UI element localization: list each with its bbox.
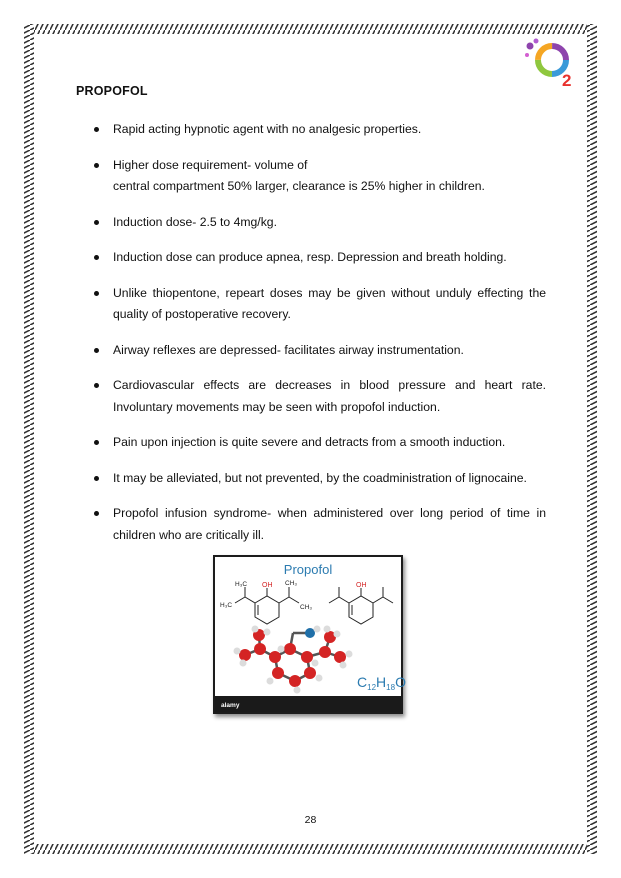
bullet-text: Higher dose requirement- volume of [113,157,308,172]
h3c-top-label: H₃C [235,581,248,588]
bullet-list [94,119,546,546]
ch3-top-label: CH₃ [285,580,298,587]
bullet-text: Rapid acting hypnotic agent with no analgesic properties. [113,122,422,136]
skeletal-formula-right [329,587,393,624]
bullet-text: Pain upon injection is quite severe and detracts from a smooth induction. [113,435,506,449]
bullet-item [94,432,546,454]
bullet-text: Induction dose can produce apnea, resp. Depression and breath holding. [113,250,507,264]
o2-logo [522,36,580,88]
bullet-text: Induction dose- 2.5 to 4mg/kg. [113,214,277,229]
bullet-text: It may be alleviated, but not prevented, by the coadministration of lignocaine. [113,470,527,485]
bullet-item [94,468,546,490]
h3c-left-label: H₃C [220,602,233,609]
propofol-structure-image [213,555,406,714]
bullet-text: Airway reflexes are depressed- facilitates airway instrumentation. [113,342,464,357]
page-heading: PROPOFOL [76,84,148,98]
molecular-formula: $C_{12}H_{18}O$ [357,674,406,692]
bullet-item [94,212,546,234]
bullet-text: Cardiovascular effects are decreases in blood pressure and heart rate. Involuntary movements may be seen with propofol induction. [113,378,546,414]
figure-title: Propofol [283,562,333,577]
bullet-text: central compartment 50% larger, clearance is 25% higher in children. [113,179,485,193]
ch3-right-label: CH₃ [300,604,313,611]
bullet-item [94,247,546,269]
logo-subscript: 2 [562,71,572,90]
figure-footer-brand: alamy [221,702,240,709]
bullet-item [94,340,546,362]
figure-footer [215,696,401,712]
page-number: 28 [304,814,317,826]
bullet-text: Propofol infusion syndrome- when administered over long period of time in children who are critically ill. [113,506,546,542]
bullet-item [94,119,546,141]
bullet-item [94,283,546,326]
bullet-item [94,503,546,546]
bullet-item [94,155,546,198]
oh-label-left: OH [262,582,273,589]
bullet-text: Unlike thiopentone, repeart doses may be given without unduly effecting the quality of postoperative recovery. [113,285,546,321]
oh-label-right: OH [356,582,367,589]
skeletal-formula-left [235,587,299,624]
bullet-item [94,375,546,418]
